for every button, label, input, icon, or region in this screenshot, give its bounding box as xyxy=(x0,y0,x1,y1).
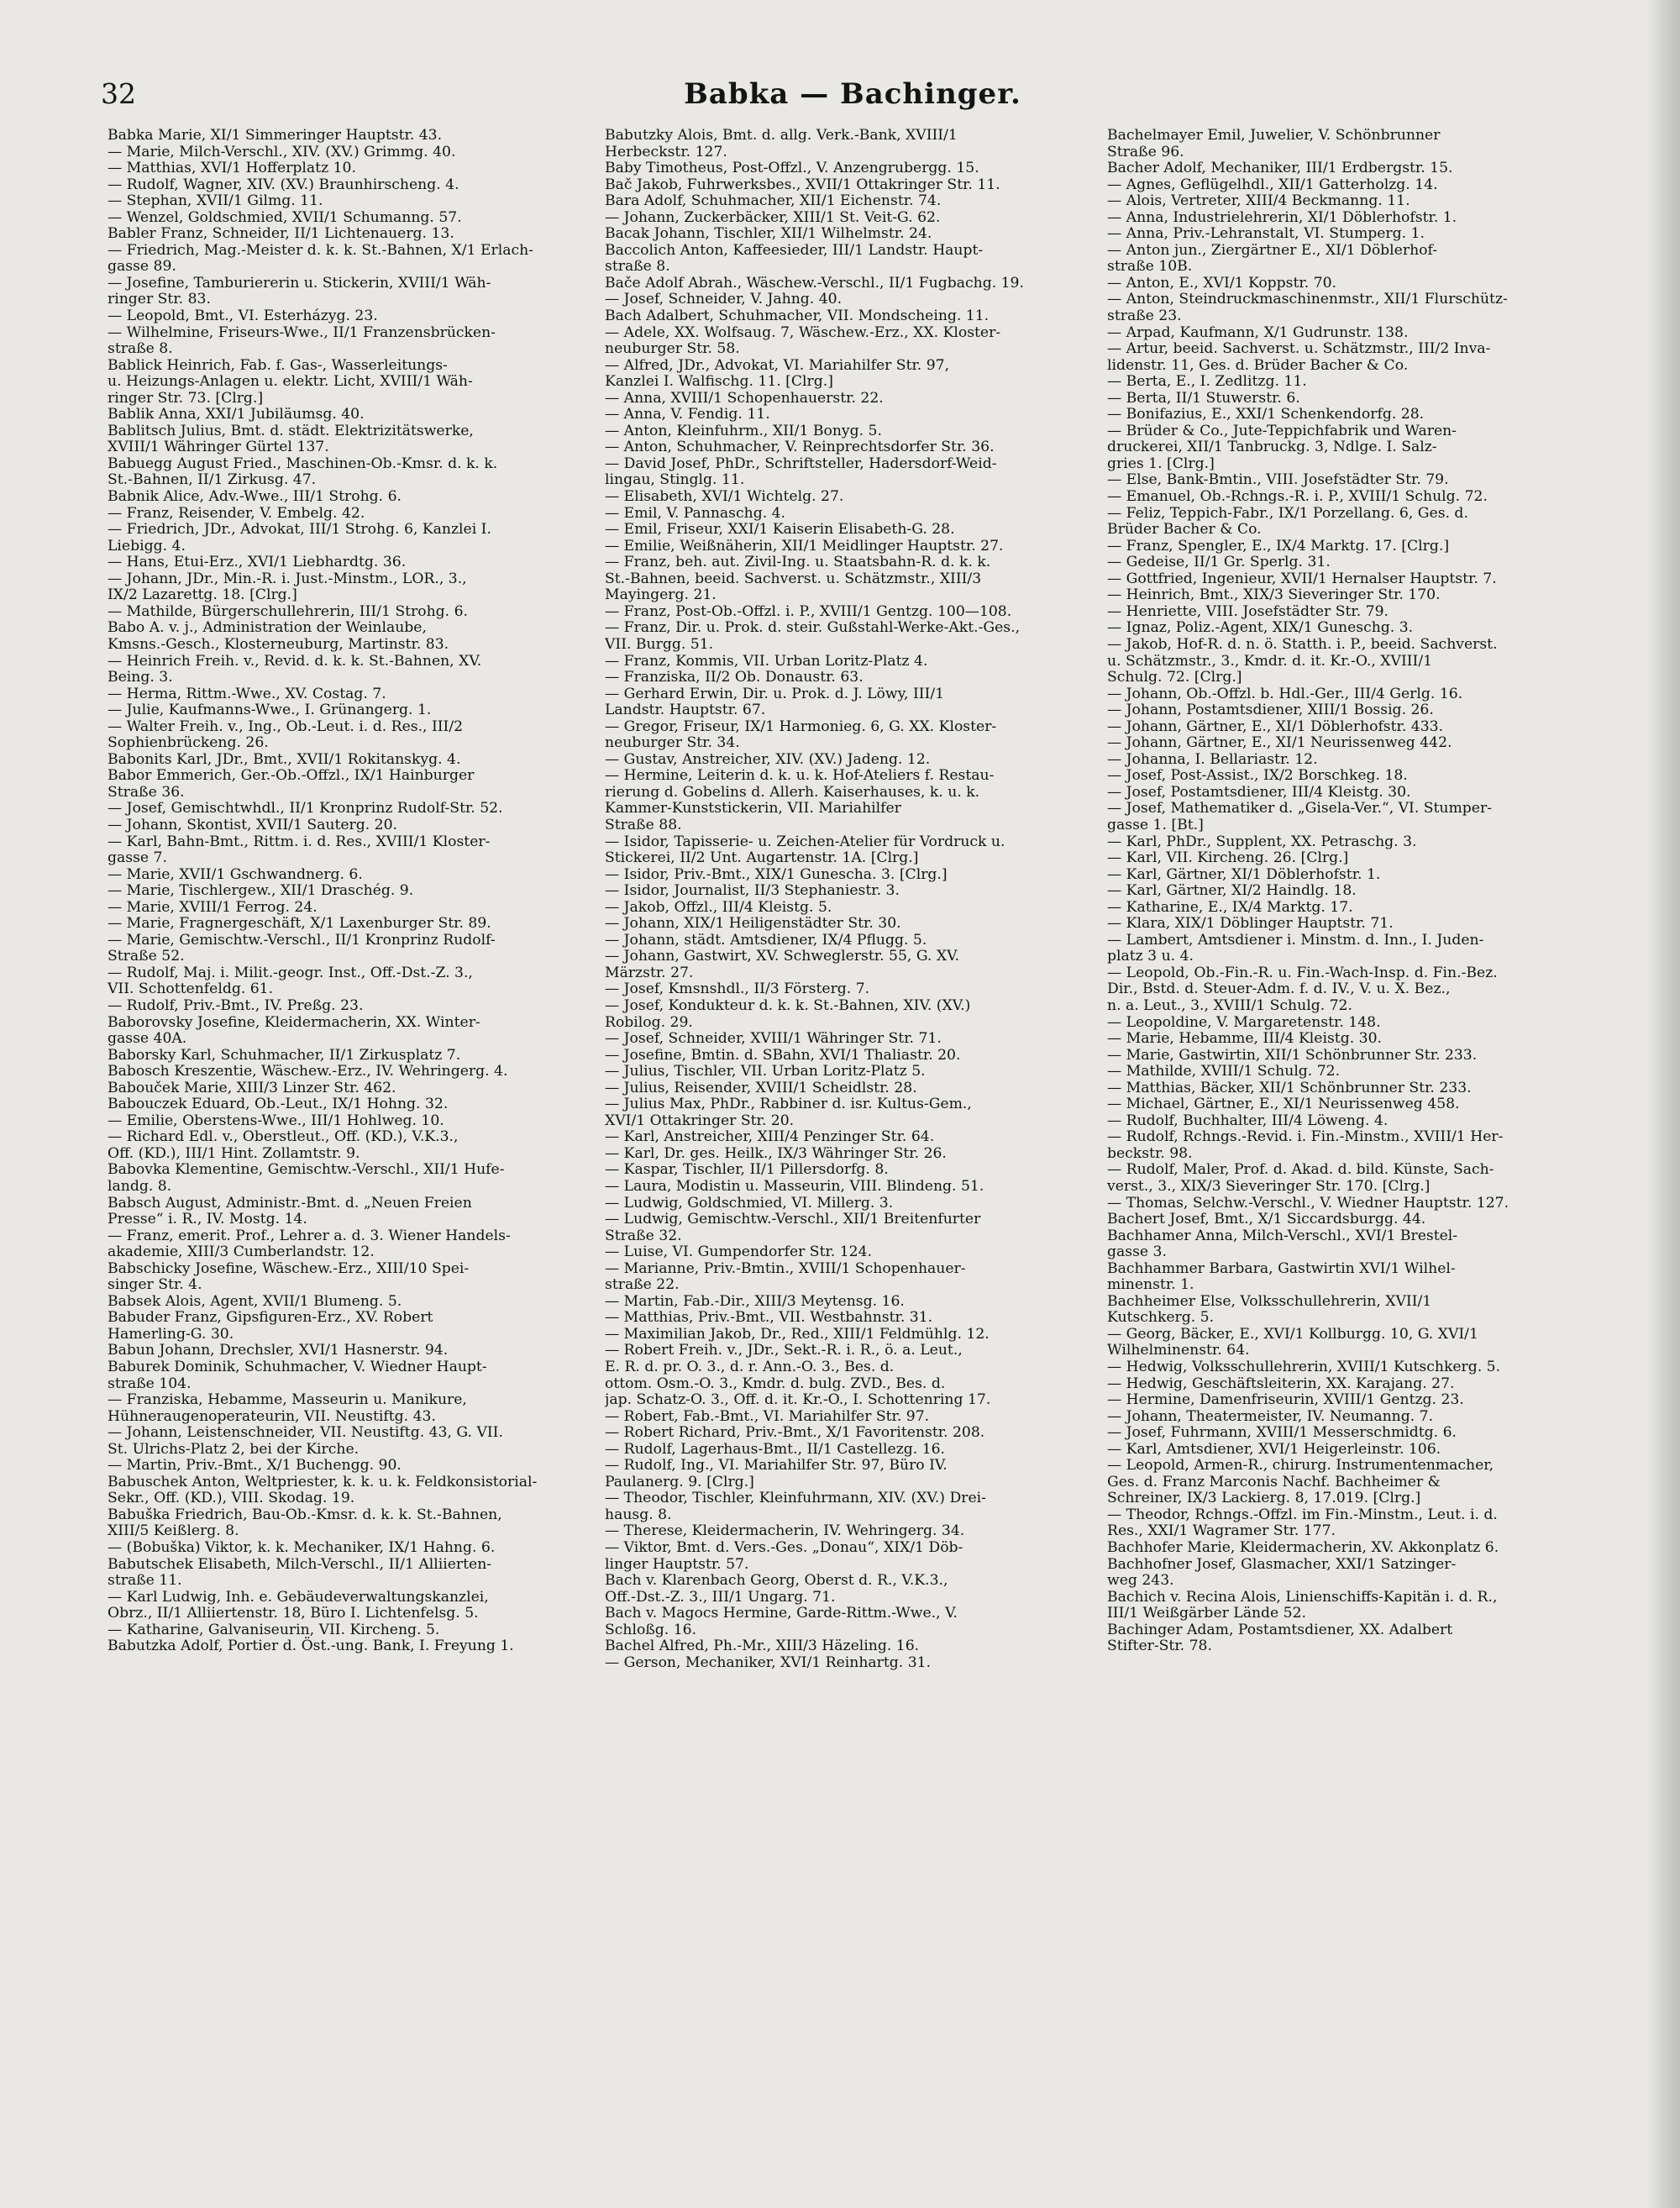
directory-line: Babler Franz, Schneider, II/1 Lichtenauerg. 13. xyxy=(108,225,454,243)
directory-line: St.-Bahnen, II/1 Zirkusg. 47. xyxy=(108,471,317,489)
directory-line: u. Heizungs-Anlagen u. elektr. Licht, XVIII/1 Wäh- xyxy=(108,373,473,391)
directory-line: — Klara, XIX/1 Döblinger Hauptstr. 71. xyxy=(1107,915,1394,933)
directory-line: — Theodor, Tischler, Kleinfuhrmann, XIV. (XV.) Drei- xyxy=(605,1490,986,1507)
directory-line: — Karl, Amtsdiener, XVI/1 Heigerleinstr. 106. xyxy=(1107,1440,1441,1458)
directory-line: — Gedeise, II/1 Gr. Sperlg. 31. xyxy=(1107,554,1331,571)
directory-line: — Gregor, Friseur, IX/1 Harmonieg. 6, G. XX. Kloster- xyxy=(605,718,997,735)
directory-line: Res., XXI/1 Wagramer Str. 177. xyxy=(1107,1522,1336,1540)
directory-line: — Matthias, XVI/1 Hofferplatz 10. xyxy=(108,160,356,177)
directory-line: — Marianne, Priv.-Bmtin., XVIII/1 Schopenhauer- xyxy=(605,1259,966,1277)
directory-line: — Gerhard Erwin, Dir. u. Prok. d. J. Löwy, III/1 xyxy=(605,685,945,702)
directory-line: — Wilhelmine, Friseurs-Wwe., II/1 Franzensbrücken- xyxy=(108,323,496,341)
directory-line: — Karl, PhDr., Supplent, XX. Petraschg. 3. xyxy=(1107,833,1417,850)
directory-line: — Marie, Gemischtw.-Verschl., II/1 Kronprinz Rudolf- xyxy=(108,931,496,949)
directory-line: — Viktor, Bmt. d. Vers.-Ges. „Donau“, XIX/1 Döb- xyxy=(605,1539,963,1557)
directory-line: Off. (KD.), III/1 Hint. Zollamtstr. 9. xyxy=(108,1144,360,1162)
directory-line: — Josef, Postamtsdiener, III/4 Kleistg. 30. xyxy=(1107,783,1411,801)
directory-line: VII. Burgg. 51. xyxy=(605,635,714,653)
directory-line: — Anna, XVIII/1 Schopenhauerstr. 22. xyxy=(605,389,884,407)
directory-line: Baccolich Anton, Kaffeesieder, III/1 Landstr. Haupt- xyxy=(605,241,984,259)
directory-line: — Bonifazius, E., XXI/1 Schenkendorfg. 28. xyxy=(1107,406,1425,423)
directory-line: — Johann, Theatermeister, IV. Neumanng. 7. xyxy=(1107,1407,1434,1425)
directory-line: — Friedrich, JDr., Advokat, III/1 Strohg. 6, Kanzlei I. xyxy=(108,521,491,539)
directory-line: — Franz, Kommis, VII. Urban Loritz-Platz 4. xyxy=(605,652,928,670)
directory-line: Wilhelminenstr. 64. xyxy=(1107,1342,1250,1359)
directory-line: Bachhammer Barbara, Gastwirtin XVI/1 Wilhel- xyxy=(1107,1259,1456,1277)
directory-line: — Maximilian Jakob, Dr., Red., XIII/1 Feldmühlg. 12. xyxy=(605,1325,990,1343)
directory-line: — Johann, städt. Amtsdiener, IX/4 Pflugg. 5. xyxy=(605,931,927,949)
directory-line: Stifter-Str. 78. xyxy=(1107,1638,1212,1655)
directory-line: — Brüder & Co., Jute-Teppichfabrik und Waren- xyxy=(1107,422,1457,439)
directory-line: Bach v. Klarenbach Georg, Oberst d. R., V.K.3., xyxy=(605,1572,948,1590)
directory-line: — Johann, Leistenschneider, VII. Neustiftg. 43, G. VII. xyxy=(108,1424,503,1442)
directory-line: — Laura, Modistin u. Masseurin, VIII. Blindeng. 51. xyxy=(605,1178,984,1195)
directory-line: Babouček Marie, XIII/3 Linzer Str. 462. xyxy=(108,1079,396,1096)
directory-line: — Adele, XX. Wolfsaug. 7, Wäschew.-Erz., XX. Kloster- xyxy=(605,323,1001,341)
directory-line: Presse“ i. R., IV. Mostg. 14. xyxy=(108,1211,307,1228)
directory-line: — Jakob, Hof-R. d. n. ö. Statth. i. P., beeid. Sachverst. xyxy=(1107,635,1498,653)
directory-line: — Josef, Schneider, XVIII/1 Währinger Str. 71. xyxy=(605,1030,942,1048)
directory-line: Robilog. 29. xyxy=(605,1013,693,1031)
directory-line: — Gustav, Anstreicher, XIV. (XV.) Jadeng. 12. xyxy=(605,750,931,768)
directory-line: — Johanna, I. Bellariastr. 12. xyxy=(1107,750,1318,768)
directory-line: Bablik Anna, XXI/1 Jubiläumsg. 40. xyxy=(108,406,365,423)
directory-line: — Luise, VI. Gumpendorfer Str. 124. xyxy=(605,1243,873,1261)
directory-line: neuburger Str. 34. xyxy=(605,734,740,752)
directory-column-3 xyxy=(1107,128,1594,1655)
directory-line: Bachelmayer Emil, Juwelier, V. Schönbrunner xyxy=(1107,128,1441,144)
directory-line: Bablick Heinrich, Fab. f. Gas-, Wasserleitungs- xyxy=(108,356,448,374)
directory-line: — Katharine, E., IX/4 Marktg. 17. xyxy=(1107,898,1353,916)
directory-line: — Rudolf, Ing., VI. Mariahilfer Str. 97, Büro IV. xyxy=(605,1457,948,1475)
directory-line: — Marie, Fragnergeschäft, X/1 Laxenburger Str. 89. xyxy=(108,915,491,933)
directory-line: Hamerling-G. 30. xyxy=(108,1325,234,1343)
directory-line: — Johann, Postamtsdiener, XIII/1 Bossig. 26. xyxy=(1107,702,1434,719)
directory-line: Baby Timotheus, Post-Offzl., V. Anzengrubergg. 15. xyxy=(605,160,979,177)
directory-line: Babutschek Elisabeth, Milch-Verschl., II/1 Alliierten- xyxy=(108,1555,492,1573)
directory-line: Paulanerg. 9. [Clrg.] xyxy=(605,1473,754,1490)
directory-line: Straße 36. xyxy=(108,783,185,801)
directory-line: — Feliz, Teppich-Fabr., IX/1 Porzellang. 6, Ges. d. xyxy=(1107,504,1468,522)
directory-line: — David Josef, PhDr., Schriftsteller, Hadersdorf-Weid- xyxy=(605,455,997,472)
directory-line: — Hans, Etui-Erz., XVI/1 Liebhardtg. 36. xyxy=(108,554,407,571)
directory-line: — Agnes, Geflügelhdl., XII/1 Gatterholzg. 14. xyxy=(1107,176,1438,193)
directory-line: — Lambert, Amtsdiener i. Minstm. d. Inn., I. Juden- xyxy=(1107,931,1484,949)
directory-line: Kutschkerg. 5. xyxy=(1107,1309,1215,1327)
directory-line: Off.-Dst.-Z. 3., III/1 Ungarg. 71. xyxy=(605,1588,836,1606)
directory-line: Bachich v. Recina Alois, Linienschiffs-Kapitän i. d. R., xyxy=(1107,1588,1498,1606)
directory-line: — Robert, Fab.-Bmt., VI. Mariahilfer Str. 97. xyxy=(605,1407,930,1425)
directory-line: — Karl, Bahn-Bmt., Rittm. i. d. Res., XVIII/1 Kloster- xyxy=(108,833,491,850)
directory-line: Bachheimer Else, Volksschullehrerin, XVII/1 xyxy=(1107,1292,1432,1310)
directory-line: — Friedrich, Mag.-Meister d. k. k. St.-Bahnen, X/1 Erlach- xyxy=(108,241,533,259)
directory-line: platz 3 u. 4. xyxy=(1107,948,1194,965)
directory-line: Bač Jakob, Fuhrwerksbes., XVII/1 Ottakringer Str. 11. xyxy=(605,176,1000,193)
directory-line: — Josef, Mathematiker d. „Gisela-Ver.“, VI. Stumper- xyxy=(1107,800,1492,817)
directory-line: — Robert Freih. v., JDr., Sekt.-R. i. R., ö. a. Leut., xyxy=(605,1342,963,1359)
directory-line: Babuška Friedrich, Bau-Ob.-Kmsr. d. k. k. St.-Bahnen, xyxy=(108,1506,502,1523)
directory-line: E. R. d. pr. O. 3., d. r. Ann.-O. 3., Bes. d. xyxy=(605,1359,895,1376)
directory-line: — Walter Freih. v., Ing., Ob.-Leut. i. d. Res., III/2 xyxy=(108,718,464,735)
directory-line: — Anton, Kleinfuhrm., XII/1 Bonyg. 5. xyxy=(605,422,882,439)
directory-line: — Franz, Reisender, V. Embelg. 42. xyxy=(108,504,365,522)
directory-line: — Marie, XVIII/1 Ferrog. 24. xyxy=(108,898,318,916)
directory-line: gasse 40A. xyxy=(108,1030,187,1048)
directory-line: — Wenzel, Goldschmied, XVII/1 Schumanng. 57. xyxy=(108,208,462,226)
directory-line: — Franz, Spengler, E., IX/4 Marktg. 17. [Clrg.] xyxy=(1107,537,1450,555)
directory-line: Bachhamer Anna, Milch-Verschl., XVI/1 Brestel- xyxy=(1107,1227,1458,1244)
directory-line: St. Ulrichs-Platz 2, bei der Kirche. xyxy=(108,1440,360,1458)
directory-line: — Arpad, Kaufmann, X/1 Gudrunstr. 138. xyxy=(1107,323,1409,341)
directory-line: — (Bobuška) Viktor, k. k. Mechaniker, IX/1 Hahng. 6. xyxy=(108,1539,496,1557)
directory-line: — Ignaz, Poliz.-Agent, XIX/1 Guneschg. 3. xyxy=(1107,619,1414,637)
directory-line: Bara Adolf, Schuhmacher, XII/1 Eichenstr. 74. xyxy=(605,192,942,210)
directory-line: — Karl, VII. Kircheng. 26. [Clrg.] xyxy=(1107,849,1349,867)
page-header xyxy=(101,77,1604,119)
directory-line: — Martin, Priv.-Bmt., X/1 Buchengg. 90. xyxy=(108,1457,402,1475)
directory-line: — Johann, Skontist, XVII/1 Sauterg. 20. xyxy=(108,816,398,833)
directory-line: Obrz., II/1 Alliiertenstr. 18, Büro I. Lichtenfelsg. 5. xyxy=(108,1605,479,1622)
directory-line: — Stephan, XVII/1 Gilmg. 11. xyxy=(108,192,323,210)
directory-line: Bachinger Adam, Postamtsdiener, XX. Adalbert xyxy=(1107,1621,1453,1638)
directory-line: Being. 3. xyxy=(108,669,173,686)
directory-line: — Johann, Gärtner, E., XI/1 Döblerhofstr. 433. xyxy=(1107,718,1444,735)
directory-line: Bachert Josef, Bmt., X/1 Siccardsburgg. 44. xyxy=(1107,1211,1426,1228)
directory-line: Babsch August, Administr.-Bmt. d. „Neuen Freien xyxy=(108,1194,472,1212)
directory-line: — Berta, II/1 Stuwerstr. 6. xyxy=(1107,389,1300,407)
directory-line: VII. Schottenfeldg. 61. xyxy=(108,980,274,998)
directory-line: — Karl, Gärtner, XI/1 Döblerhofstr. 1. xyxy=(1107,865,1381,883)
directory-line: — Franz, emerit. Prof., Lehrer a. d. 3. Wiener Handels- xyxy=(108,1227,511,1244)
directory-line: — Josef, Gemischtwhdl., II/1 Kronprinz Rudolf-Str. 52. xyxy=(108,800,503,817)
directory-line: — Mathilde, Bürgerschullehrerin, III/1 Strohg. 6. xyxy=(108,602,468,620)
directory-line: — Anna, Industrielehrerin, XI/1 Döblerhofstr. 1. xyxy=(1107,208,1457,226)
directory-line: Babovka Klementine, Gemischtw.-Verschl., XII/1 Hufe- xyxy=(108,1161,505,1179)
directory-line: — Josef, Kondukteur d. k. k. St.-Bahnen, XIV. (XV.) xyxy=(605,996,971,1014)
directory-line: — Josef, Schneider, V. Jahng. 40. xyxy=(605,291,843,308)
directory-line: Mayingerg. 21. xyxy=(605,586,717,604)
directory-line: — Else, Bank-Bmtin., VIII. Josefstädter Str. 79. xyxy=(1107,471,1449,489)
directory-line: — Leopold, Bmt., VI. Esterházyg. 23. xyxy=(108,308,378,325)
directory-line: Schloßg. 16. xyxy=(605,1621,697,1638)
directory-line: straße 8. xyxy=(605,258,670,276)
directory-line: — Johann, JDr., Min.-R. i. Just.-Minstm., LOR., 3., xyxy=(108,570,467,587)
directory-line: IX/2 Lazarettg. 18. [Clrg.] xyxy=(108,586,297,604)
directory-line: — Marie, Tischlergew., XII/1 Draschég. 9. xyxy=(108,882,414,900)
directory-line: — Anna, Priv.-Lehranstalt, VI. Stumperg. 1. xyxy=(1107,225,1425,243)
directory-line: ringer Str. 83. xyxy=(108,291,211,308)
directory-line: verst., 3., XIX/3 Sieveringer Str. 170. [Clrg.] xyxy=(1107,1178,1431,1195)
directory-line: — Marie, Gastwirtin, XII/1 Schönbrunner Str. 233. xyxy=(1107,1046,1478,1064)
directory-line: — Marie, XVII/1 Gschwandnerg. 6. xyxy=(108,865,363,883)
directory-line: Baborsky Karl, Schuhmacher, II/1 Zirkusplatz 7. xyxy=(108,1046,461,1064)
directory-line: ottom. Osm.-O. 3., Kmdr. d. bulg. ZVD., Bes. d. xyxy=(605,1375,946,1392)
directory-line: Sophienbrückeng. 26. xyxy=(108,734,269,752)
directory-line: — Hedwig, Volksschullehrerin, XVIII/1 Kutschkerg. 5. xyxy=(1107,1359,1501,1376)
directory-line: — Elisabeth, XVI/1 Wichtelg. 27. xyxy=(605,488,844,506)
directory-line: — Leopold, Armen-R., chirurg. Instrumentenmacher, xyxy=(1107,1457,1494,1475)
directory-line: — Isidor, Journalist, II/3 Stephaniestr. 3. xyxy=(605,882,900,900)
directory-line: — Rudolf, Buchhalter, III/4 Löweng. 4. xyxy=(1107,1112,1389,1129)
directory-line: — Marie, Hebamme, III/4 Kleistg. 30. xyxy=(1107,1030,1382,1048)
directory-line: straße 104. xyxy=(108,1375,192,1392)
directory-line: — Matthias, Priv.-Bmt., VII. Westbahnstr. 31. xyxy=(605,1309,933,1327)
directory-line: — Johann, Gärtner, E., XI/1 Neurissenweg 442. xyxy=(1107,734,1452,752)
directory-line: Babuegg August Fried., Maschinen-Ob.-Kmsr. d. k. k. xyxy=(108,455,498,472)
directory-line: — Matthias, Bäcker, XII/1 Schönbrunner Str. 233. xyxy=(1107,1079,1472,1096)
directory-line: — Rudolf, Maler, Prof. d. Akad. d. bild. Künste, Sach- xyxy=(1107,1161,1494,1179)
directory-line: rierung d. Gobelins d. Allerh. Kaiserhauses, k. u. k. xyxy=(605,783,980,801)
directory-line: hausg. 8. xyxy=(605,1506,672,1523)
directory-line: Bach v. Magocs Hermine, Garde-Rittm.-Wwe., V. xyxy=(605,1605,958,1622)
directory-line: — Rudolf, Rchngs.-Revid. i. Fin.-Minstm., XVIII/1 Her- xyxy=(1107,1128,1504,1146)
directory-line: — Johann, XIX/1 Heiligenstädter Str. 30. xyxy=(605,915,901,933)
directory-line: — Kaspar, Tischler, II/1 Pillersdorfg. 8. xyxy=(605,1161,889,1179)
directory-line: Liebigg. 4. xyxy=(108,537,186,555)
directory-line: — Franz, beh. aut. Zivil-Ing. u. Staatsbahn-R. d. k. k. xyxy=(605,554,991,571)
directory-line: gasse 89. xyxy=(108,258,176,276)
directory-line: — Julius Max, PhDr., Rabbiner d. isr. Kultus-Gem., xyxy=(605,1096,972,1113)
directory-line: Babschicky Josefine, Wäschew.-Erz., XIII/10 Spei- xyxy=(108,1259,470,1277)
directory-line: — Richard Edl. v., Oberstleut., Off. (KD.), V.K.3., xyxy=(108,1128,459,1146)
directory-line: — Leopoldine, V. Margaretenstr. 148. xyxy=(1107,1013,1381,1031)
directory-line: — Rudolf, Lagerhaus-Bmt., II/1 Castellezg. 16. xyxy=(605,1440,946,1458)
directory-line: straße 23. xyxy=(1107,308,1182,325)
directory-line: — Isidor, Priv.-Bmt., XIX/1 Gunescha. 3. [Clrg.] xyxy=(605,865,948,883)
directory-line: gasse 1. [Bt.] xyxy=(1107,816,1204,833)
directory-line: — Artur, beeid. Sachverst. u. Schätzmstr., III/2 Inva- xyxy=(1107,340,1491,358)
directory-line: St.-Bahnen, beeid. Sachverst. u. Schätzmstr., XIII/3 xyxy=(605,570,982,587)
directory-line: Babutzka Adolf, Portier d. Öst.-ung. Bank, I. Freyung 1. xyxy=(108,1638,514,1655)
directory-line: — Henriette, VIII. Josefstädter Str. 79. xyxy=(1107,602,1389,620)
directory-line: Sekr., Off. (KD.), VIII. Skodag. 19. xyxy=(108,1490,355,1507)
directory-line: — Johann, Gastwirt, XV. Schweglerstr. 55, G. XV. xyxy=(605,948,959,965)
directory-line: Ges. d. Franz Marconis Nachf. Bachheimer & xyxy=(1107,1473,1441,1490)
directory-column-1 xyxy=(108,128,595,1655)
directory-line: — Isidor, Tapisserie- u. Zeichen-Atelier für Vordruck u. xyxy=(605,833,1005,850)
directory-line: — Emil, V. Pannaschg. 4. xyxy=(605,504,786,522)
directory-line: — Rudolf, Maj. i. Milit.-geogr. Inst., Off.-Dst.-Z. 3., xyxy=(108,964,473,981)
directory-line: — Michael, Gärtner, E., XI/1 Neurissenweg 458. xyxy=(1107,1096,1460,1113)
directory-line: Babuder Franz, Gipsfiguren-Erz., XV. Robert xyxy=(108,1309,433,1327)
directory-line: — Karl Ludwig, Inh. e. Gebäudeverwaltungskanzlei, xyxy=(108,1588,489,1606)
directory-line: Babonits Karl, JDr., Bmt., XVII/1 Rokitanskyg. 4. xyxy=(108,750,461,768)
directory-line: — Anton jun., Ziergärtner E., XI/1 Döblerhof- xyxy=(1107,241,1438,259)
directory-line: — Katharine, Galvaniseurin, VII. Kircheng. 5. xyxy=(108,1621,440,1638)
directory-line: Bach Adalbert, Schuhmacher, VII. Mondscheing. 11. xyxy=(605,308,990,325)
page-number: 32 xyxy=(101,77,136,110)
directory-line: Babosch Kreszentie, Wäschew.-Erz., IV. Wehringerg. 4. xyxy=(108,1063,508,1080)
directory-line: Baborovsky Josefine, Kleidermacherin, XX. Winter- xyxy=(108,1013,480,1031)
directory-line: — Martin, Fab.-Dir., XIII/3 Meytensg. 16. xyxy=(605,1292,905,1310)
directory-line: lingau, Stinglg. 11. xyxy=(605,471,745,489)
directory-line: — Jakob, Offzl., III/4 Kleistg. 5. xyxy=(605,898,832,916)
directory-line: Stickerei, II/2 Unt. Augartenstr. 1A. [Clrg.] xyxy=(605,849,919,867)
directory-line: Kanzlei I. Walfischg. 11. [Clrg.] xyxy=(605,373,833,391)
directory-line: Babsek Alois, Agent, XVII/1 Blumeng. 5. xyxy=(108,1292,402,1310)
directory-line: — Johann, Zuckerbäcker, XIII/1 St. Veit-G. 62. xyxy=(605,208,941,226)
directory-line: gries 1. [Clrg.] xyxy=(1107,455,1215,472)
directory-line: Herbeckstr. 127. xyxy=(605,143,727,160)
directory-line: III/1 Weißgärber Lände 52. xyxy=(1107,1605,1306,1622)
directory-line: XVI/1 Ottakringer Str. 20. xyxy=(605,1112,795,1129)
directory-line: landg. 8. xyxy=(108,1178,172,1195)
directory-line: — Julius, Reisender, XVIII/1 Scheidlstr. 28. xyxy=(605,1079,917,1096)
directory-line: minenstr. 1. xyxy=(1107,1276,1194,1294)
directory-line: — Anton, Steindruckmaschinenmstr., XII/1 Flurschütz- xyxy=(1107,291,1508,308)
directory-line: Hühneraugenoperateurin, VII. Neustiftg. 43. xyxy=(108,1407,436,1425)
directory-line: — Rudolf, Wagner, XIV. (XV.) Braunhirscheng. 4. xyxy=(108,176,459,193)
directory-line: — Emilie, Weißnäherin, XII/1 Meidlinger Hauptstr. 27. xyxy=(605,537,1004,555)
directory-line: straße 11. xyxy=(108,1572,182,1590)
directory-line: Dir., Bstd. d. Steuer-Adm. f. d. IV., V. u. X. Bez., xyxy=(1107,980,1451,998)
directory-line: Schreiner, IX/3 Lackierg. 8, 17.019. [Clrg.] xyxy=(1107,1490,1421,1507)
directory-line: — Alfred, JDr., Advokat, VI. Mariahilfer Str. 97, xyxy=(605,356,950,374)
directory-line: — Josef, Post-Assist., IX/2 Borschkeg. 18. xyxy=(1107,767,1408,785)
directory-line: — Franziska, II/2 Ob. Donaustr. 63. xyxy=(605,669,864,686)
directory-line: — Ludwig, Goldschmied, VI. Millerg. 3. xyxy=(605,1194,894,1212)
directory-line: — Mathilde, XVIII/1 Schulg. 72. xyxy=(1107,1063,1341,1080)
directory-line: Babnik Alice, Adv.-Wwe., III/1 Strohg. 6. xyxy=(108,488,402,506)
directory-line: — Emilie, Oberstens-Wwe., III/1 Hohlweg. 10. xyxy=(108,1112,444,1129)
directory-line: Kmsns.-Gesch., Klosterneuburg, Martinstr. 83. xyxy=(108,635,449,653)
directory-line: Kammer-Kunststickerin, VII. Mariahilfer xyxy=(605,800,901,817)
directory-line: — Karl, Gärtner, XI/2 Haindlg. 18. xyxy=(1107,882,1357,900)
directory-line: — Hermine, Damenfriseurin, XVIII/1 Gentzg. 23. xyxy=(1107,1391,1464,1409)
directory-line: — Heinrich, Bmt., XIX/3 Sieveringer Str. 170. xyxy=(1107,586,1441,604)
directory-line: Straße 96. xyxy=(1107,143,1184,160)
directory-line: — Heinrich Freih. v., Revid. d. k. k. St.-Bahnen, XV. xyxy=(108,652,482,670)
directory-line: Babka Marie, XI/1 Simmeringer Hauptstr. 43. xyxy=(108,128,443,144)
directory-line: — Alois, Vertreter, XIII/4 Beckmanng. 11. xyxy=(1107,192,1410,210)
directory-line: — Josef, Fuhrmann, XVIII/1 Messerschmidtg. 6. xyxy=(1107,1424,1457,1442)
directory-line: Bače Adolf Abrah., Wäschew.-Verschl., II/1 Fugbachg. 19. xyxy=(605,274,1024,292)
directory-line: — Therese, Kleidermacherin, IV. Wehringerg. 34. xyxy=(605,1522,965,1540)
directory-line: — Franz, Dir. u. Prok. d. steir. Gußstahl-Werke-Akt.-Ges., xyxy=(605,619,1021,637)
directory-line: — Karl, Anstreicher, XIII/4 Penzinger Str. 64. xyxy=(605,1128,935,1146)
directory-line: — Anna, V. Fendig. 11. xyxy=(605,406,770,423)
running-title: Babka — Bachinger. xyxy=(684,77,1021,111)
directory-line: — Gottfried, Ingenieur, XVII/1 Hernalser Hauptstr. 7. xyxy=(1107,570,1497,587)
directory-line: Baburek Dominik, Schuhmacher, V. Wiedner Haupt- xyxy=(108,1359,487,1376)
directory-line: XVIII/1 Währinger Gürtel 137. xyxy=(108,439,329,456)
directory-line: — Hedwig, Geschäftsleiterin, XX. Karajang. 27. xyxy=(1107,1375,1455,1392)
directory-line: singer Str. 4. xyxy=(108,1276,202,1294)
directory-line: — Josef, Kmsnshdl., II/3 Försterg. 7. xyxy=(605,980,870,998)
directory-line: akademie, XIII/3 Cumberlandstr. 12. xyxy=(108,1243,375,1261)
directory-line: Landstr. Hauptstr. 67. xyxy=(605,702,766,719)
directory-line: Babor Emmerich, Ger.-Ob.-Offzl., IX/1 Hainburger xyxy=(108,767,475,785)
directory-line: straße 10B. xyxy=(1107,258,1193,276)
directory-line: Babuschek Anton, Weltpriester, k. k. u. k. Feldkonsistorial- xyxy=(108,1473,538,1490)
directory-line: — Franz, Post-Ob.-Offzl. i. P., XVIII/1 Gentzg. 100—108. xyxy=(605,602,1012,620)
directory-line: Bachhofer Marie, Kleidermacherin, XV. Akkonplatz 6. xyxy=(1107,1539,1499,1557)
directory-line: straße 8. xyxy=(108,340,173,358)
directory-line: Babouczek Eduard, Ob.-Leut., IX/1 Hohng. 32. xyxy=(108,1096,449,1113)
directory-line: — Emil, Friseur, XXI/1 Kaiserin Elisabeth-G. 28. xyxy=(605,521,955,539)
directory-line: straße 22. xyxy=(605,1276,680,1294)
page-edge-shadow xyxy=(1646,0,1680,2208)
directory-line: Bachel Alfred, Ph.-Mr., XIII/3 Häzeling. 16. xyxy=(605,1638,920,1655)
directory-line: Babun Johann, Drechsler, XVI/1 Hasnerstr. 94. xyxy=(108,1342,449,1359)
directory-line: — Josefine, Bmtin. d. SBahn, XVI/1 Thaliastr. 20. xyxy=(605,1046,961,1064)
directory-line: — Berta, E., I. Zedlitzg. 11. xyxy=(1107,373,1307,391)
directory-line: Brüder Bacher & Co. xyxy=(1107,521,1262,539)
directory-line: — Julius, Tischler, VII. Urban Loritz-Platz 5. xyxy=(605,1063,926,1080)
directory-line: — Robert Richard, Priv.-Bmt., X/1 Favoritenstr. 208. xyxy=(605,1424,985,1442)
directory-line: — Johann, Ob.-Offzl. b. Hdl.-Ger., III/4 Gerlg. 16. xyxy=(1107,685,1463,702)
directory-line: neuburger Str. 58. xyxy=(605,340,740,358)
directory-line: Straße 52. xyxy=(108,948,185,965)
directory-line: — Rudolf, Priv.-Bmt., IV. Preßg. 23. xyxy=(108,996,364,1014)
directory-line: — Marie, Milch-Verschl., XIV. (XV.) Grimmg. 40. xyxy=(108,143,456,160)
directory-line: — Leopold, Ob.-Fin.-R. u. Fin.-Wach-Insp. d. Fin.-Bez. xyxy=(1107,964,1498,981)
directory-line: Straße 88. xyxy=(605,816,682,833)
directory-line: weg 243. xyxy=(1107,1572,1174,1590)
directory-line: Bacak Johann, Tischler, XII/1 Wilhelmstr. 24. xyxy=(605,225,932,243)
directory-line: n. a. Leut., 3., XVIII/1 Schulg. 72. xyxy=(1107,996,1352,1014)
directory-line: Märzstr. 27. xyxy=(605,964,694,981)
directory-line: Babutzky Alois, Bmt. d. allg. Verk.-Bank, XVIII/1 xyxy=(605,128,958,144)
directory-line: Bacher Adolf, Mechaniker, III/1 Erdbergstr. 15. xyxy=(1107,160,1453,177)
directory-line: gasse 7. xyxy=(108,849,167,867)
directory-line: — Anton, Schuhmacher, V. Reinprechtsdorfer Str. 36. xyxy=(605,439,995,456)
directory-line: linger Hauptstr. 57. xyxy=(605,1555,749,1573)
directory-line: druckerei, XII/1 Tanbruckg. 3, Ndlge. I. Salz- xyxy=(1107,439,1437,456)
directory-line: beckstr. 98. xyxy=(1107,1144,1193,1162)
directory-line: Babo A. v. j., Administration der Weinlaube, xyxy=(108,619,427,637)
directory-line: ringer Str. 73. [Clrg.] xyxy=(108,389,264,407)
directory-line: — Franziska, Hebamme, Masseurin u. Manikure, xyxy=(108,1391,467,1409)
directory-line: — Thomas, Selchw.-Verschl., V. Wiedner Hauptstr. 127. xyxy=(1107,1194,1509,1212)
directory-line: — Ludwig, Gemischtw.-Verschl., XII/1 Breitenfurter xyxy=(605,1211,981,1228)
directory-line: — Emanuel, Ob.-Rchngs.-R. i. P., XVIII/1 Schulg. 72. xyxy=(1107,488,1488,506)
directory-line: — Herma, Rittm.-Wwe., XV. Costag. 7. xyxy=(108,685,386,702)
directory-line: gasse 3. xyxy=(1107,1243,1167,1261)
directory-line: — Anton, E., XVI/1 Koppstr. 70. xyxy=(1107,274,1336,292)
directory-line: XIII/5 Keißlerg. 8. xyxy=(108,1522,239,1540)
directory-line: Bachhofner Josef, Glasmacher, XXI/1 Satzinger- xyxy=(1107,1555,1457,1573)
directory-line: lidenstr. 11, Ges. d. Brüder Bacher & Co. xyxy=(1107,356,1409,374)
directory-line: Schulg. 72. [Clrg.] xyxy=(1107,669,1242,686)
directory-line: — Julie, Kaufmanns-Wwe., I. Grünangerg. 1. xyxy=(108,702,432,719)
directory-line: — Theodor, Rchngs.-Offzl. im Fin.-Minstm., Leut. i. d. xyxy=(1107,1506,1498,1523)
directory-column-2 xyxy=(605,128,1092,1671)
directory-line: u. Schätzmstr., 3., Kmdr. d. it. Kr.-O., XVIII/1 xyxy=(1107,652,1433,670)
directory-line: — Hermine, Leiterin d. k. u. k. Hof-Ateliers f. Restau- xyxy=(605,767,995,785)
directory-line: — Josefine, Tamburiererin u. Stickerin, XVIII/1 Wäh- xyxy=(108,274,491,292)
directory-line: — Karl, Dr. ges. Heilk., IX/3 Währinger Str. 26. xyxy=(605,1144,947,1162)
directory-line: — Georg, Bäcker, E., XVI/1 Kollburgg. 10, G. XVI/1 xyxy=(1107,1325,1478,1343)
directory-line: jap. Schatz-O. 3., Off. d. it. Kr.-O., I. Schottenring 17. xyxy=(605,1391,991,1409)
directory-line: Straße 32. xyxy=(605,1227,682,1244)
directory-line: Bablitsch Julius, Bmt. d. städt. Elektrizitätswerke, xyxy=(108,422,474,439)
directory-line: — Gerson, Mechaniker, XVI/1 Reinhartg. 31. xyxy=(605,1653,932,1671)
